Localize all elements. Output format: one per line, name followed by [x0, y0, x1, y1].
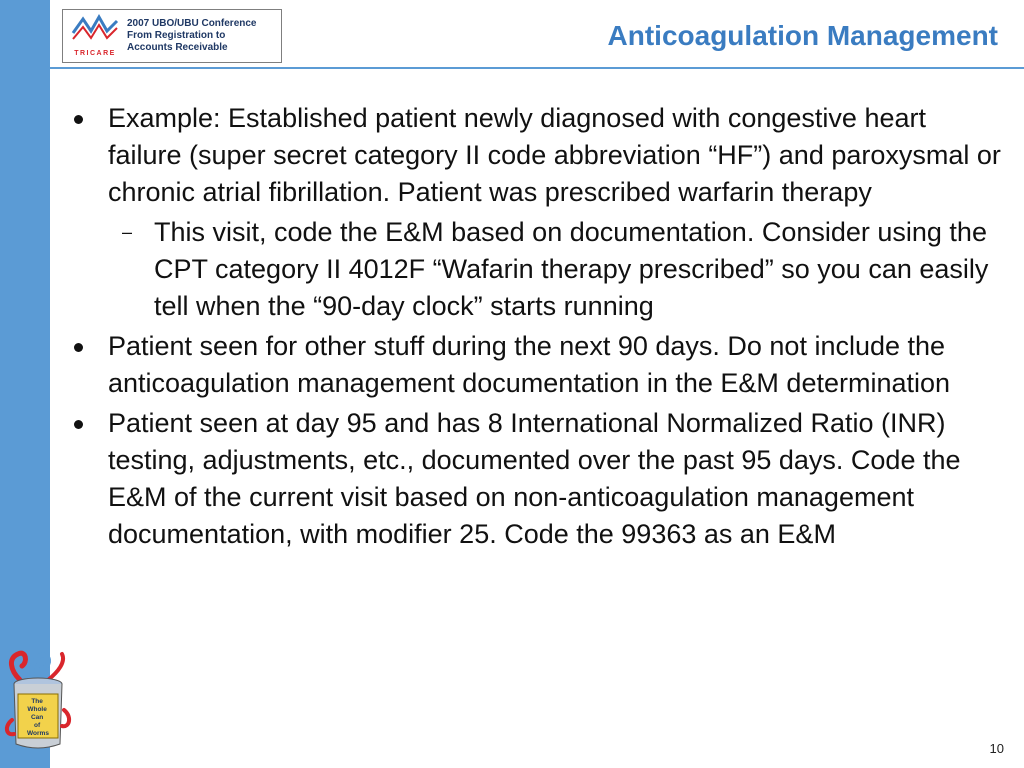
bullet-dot-icon [74, 420, 83, 429]
logo-line-2: From Registration to [127, 30, 226, 41]
bullet-dot-icon [74, 343, 83, 352]
logo-line-3: Accounts Receivable [127, 42, 228, 53]
bullet-dot-icon [74, 115, 83, 124]
tricare-logo-icon [67, 11, 123, 61]
bullet-2 [72, 328, 1002, 402]
dash-icon: – [122, 222, 133, 242]
logo-caption [127, 18, 256, 54]
conference-logo [62, 9, 282, 63]
mascot-line-4: of [34, 722, 41, 729]
logo-brand-text: TRICARE [74, 50, 116, 57]
header-divider [0, 67, 1024, 69]
mascot-line-1: The [31, 698, 43, 705]
page-number: 10 [989, 741, 1004, 756]
bullet-2-text: Patient seen for other stuff during the next 90 days. Do not include the anticoagulation management documentation in the E&M determination [108, 331, 951, 398]
slide-body [72, 100, 1002, 556]
bullet-1 [72, 100, 1002, 211]
slide-title: Anticoagulation Management [607, 20, 998, 51]
mascot-line-5: Worms [27, 730, 49, 737]
bullet-3-text: Patient seen at day 95 and has 8 International Normalized Ratio (INR) testing, adjustments, etc., documented over the past 95 days. Code the E&M of the current visit based on non-anticoagulation management documentation, with modifier 25. Code the 99363 as an E&M [108, 408, 961, 549]
sub-bullet-1-text: This visit, code the E&M based on documentation. Consider using the CPT category II 4012F “Wafarin therapy prescribed” so you can easily tell when the “90-day clock” starts running [154, 217, 989, 321]
can-of-worms-icon [2, 640, 74, 760]
bullet-1-text: Example: Established patient newly diagnosed with congestive heart failure (super secret category II code abbreviation “HF”) and paroxysmal or chronic atrial fibrillation. Patient was prescribed warfarin therapy [108, 103, 1001, 207]
logo-line-1: 2007 UBO/UBU Conference [127, 18, 257, 29]
mascot-line-2: Whole [27, 706, 47, 713]
sub-bullet-1 [72, 214, 1002, 325]
bullet-3 [72, 405, 1002, 553]
mascot-line-3: Can [30, 714, 44, 721]
